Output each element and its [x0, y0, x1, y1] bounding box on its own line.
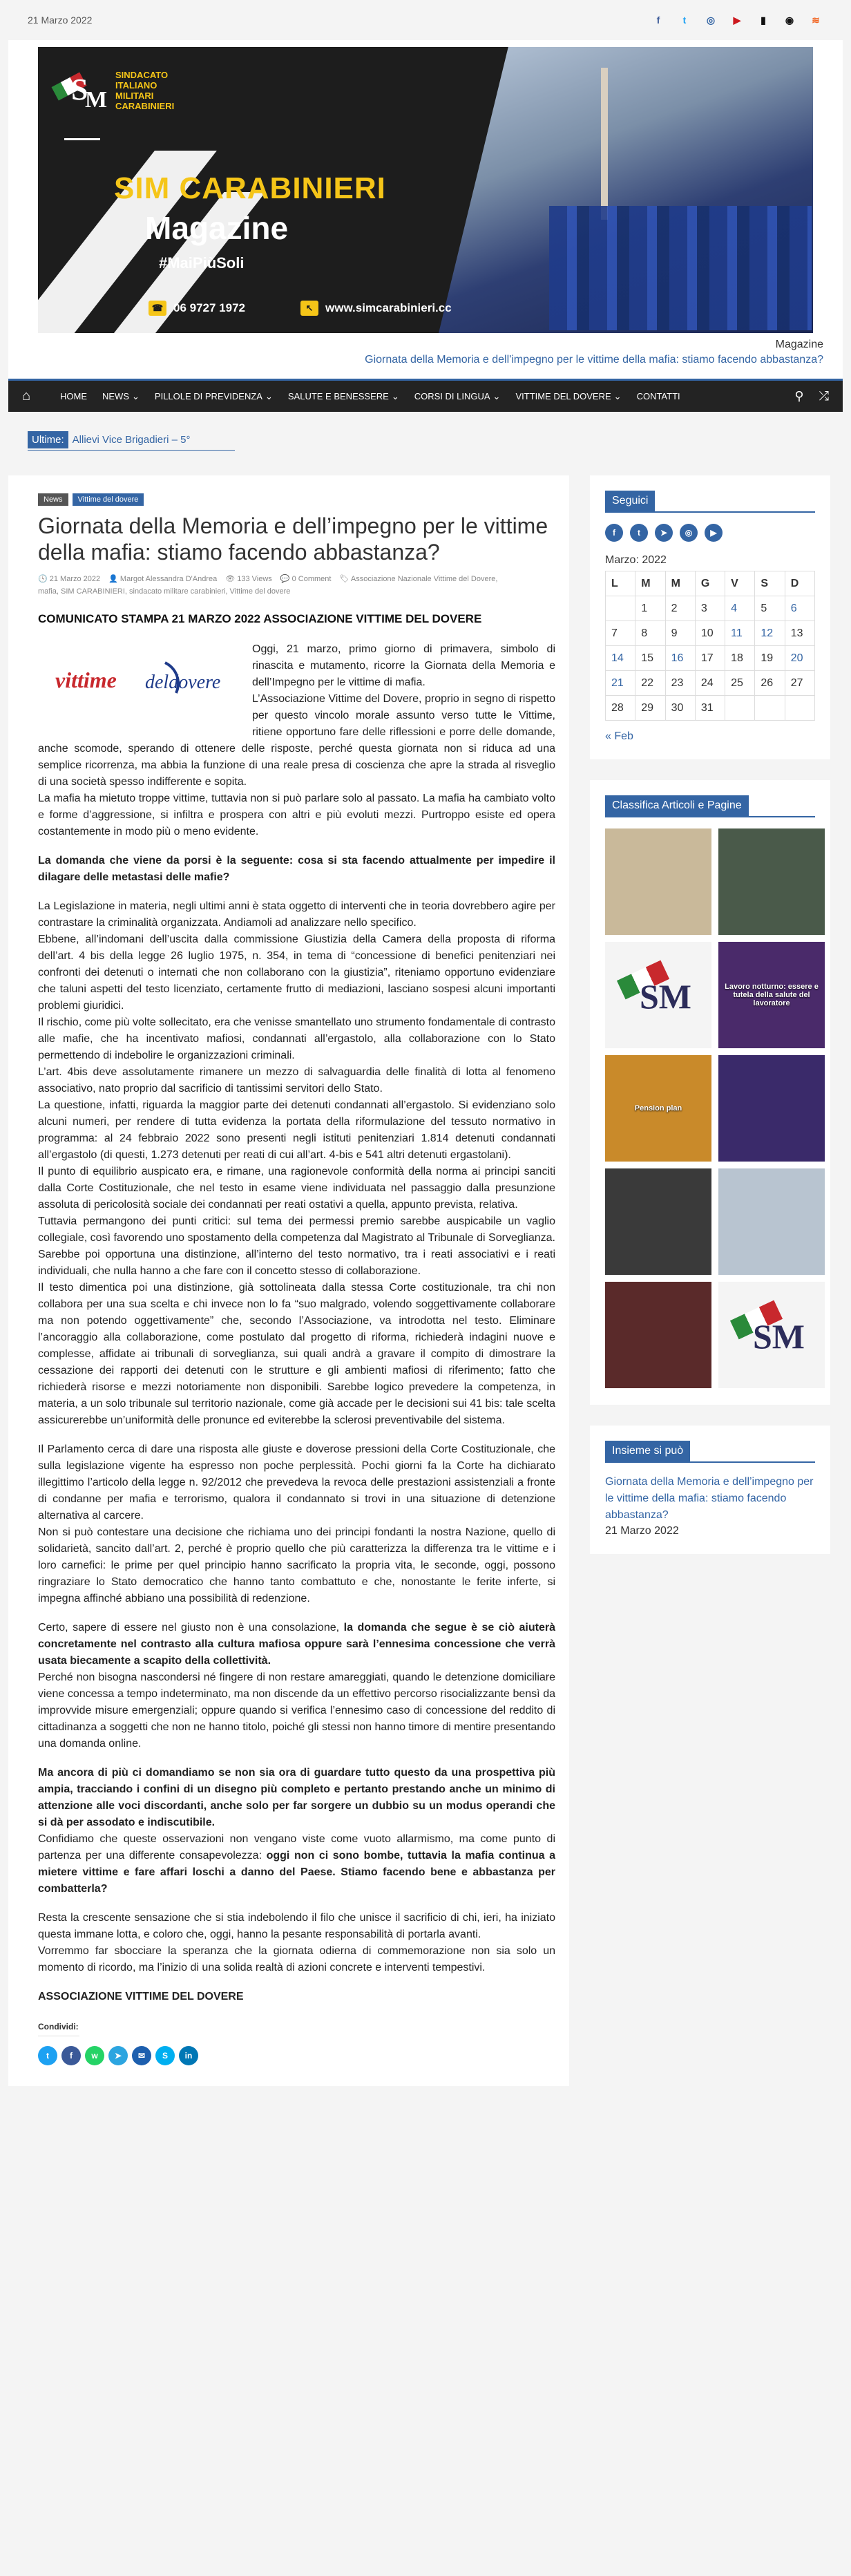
top-date: 21 Marzo 2022 [28, 15, 93, 26]
banner-logo [53, 64, 174, 117]
article-paragraph: Il rischio, come più volte sollecitato, era che venisse smantellato uno strumento fondamentale di contrasto alle mafie, che ha incentivato mafiosi, condannati all’ergastolo, alla collaborazione con lo Stato permettendo di indebolire le organizzazioni criminali. [38, 1016, 555, 1061]
nav-item-label: CONTATTI [636, 391, 680, 401]
calendar-day [606, 596, 635, 621]
article-paragraph: Il testo dimentica poi una distinzione, già sottolineata dalla stessa Corte costituzionale, tra chi non collabora per una sua scelta e chi invece non lo fa “suo malgrado, volendo soggettivamente collaborare ma non potendo oggettivamente” che, secondo l’Associazione, va introdotta nel testo. Eliminare l’ancoraggio alla collaborazione, come postulato dal progetto di riforma, richiederà indagini nuove e complesse, affidate ai tribunali di sorveglianza, sui quali andrà a gravare il compito di dimostrare la cessazione dei rapporti dei detenuti con le strutture e gli ambienti mafiosi di riferimento; fatto che richiederà risorse e mezzi notoriamente non disponibili. Sarebbe logico prevedere la competenza, in materia, a un solo tribunale sul territorio nazionale, come già accade per le decisioni sui 41 bis: tale scelta assicurerebbe un’uniformità delle pronunce ed eviterebbe la sclerosi preventivabile del sistema. [38, 1282, 555, 1426]
instagram-icon[interactable]: ◎ [680, 524, 698, 542]
category-tag[interactable]: Vittime del dovere [73, 493, 144, 506]
widget-title-seguici: Seguici [605, 491, 655, 511]
sim-logo-icon: S M [53, 64, 108, 117]
site-description: Giornata della Memoria e dell'impegno per le vittime della mafia: stiamo facendo abbastanza? [365, 354, 823, 366]
thumbnail-caption: Lavoro notturno: essere e tutela della salute del lavoratore [725, 983, 819, 1007]
calendar-day[interactable]: 14 [606, 646, 635, 671]
top-post-thumbnail[interactable] [605, 1168, 711, 1275]
article-paragraph: La mafia ha mietuto troppe vittime, tuttavia non si può parlare solo al passato. La mafia ha cambiato volto e forme d’aggressione, si infiltra e prospera con altri e più evoluti mezzi. Purtroppo esiste ed opera costantemente in modo più o meno evidente. [38, 793, 555, 837]
calendar-day[interactable]: 16 [665, 646, 695, 671]
insieme-post-link[interactable]: Giornata della Memoria e dell’impegno per le vittime della mafia: stiamo facendo abbastanza? [605, 1476, 814, 1521]
banner-photo [439, 47, 813, 333]
top-post-thumbnail[interactable]: SM [718, 1282, 825, 1388]
chevron-down-icon: ⌄ [265, 390, 273, 401]
paragraph-confidiamo: Confidiamo che queste osservazioni non vengano viste come vuoto allarmismo, ma come punto di partenza per una differente consapevolezza: oggi non ci sono bombe, tuttavia la mafia continua a mietere vittime e fare affari loschi a danno del Paese. Stiamo facendo bene e abbastanza per combatterla? [38, 1833, 555, 1895]
calendar-day[interactable]: 6 [785, 596, 814, 621]
twitter-icon[interactable]: t [630, 524, 648, 542]
banner-website: ↖ www.simcarabinieri.cc [300, 301, 452, 316]
sidebar [590, 475, 830, 2086]
rss-icon[interactable]: ≋ [812, 14, 820, 26]
article-paragraph: Il punto di equilibrio auspicato era, e rimane, una ragionevole conformità della norma ai principi sanciti dalla Corte Costituzionale, che nel testo in esame viene individuata nel passaggio dalla presunzione assoluta di pericolosità sociale dei condannati per reati ostativi a quella, appunto prevista, relativa. [38, 1166, 555, 1211]
thumbnail-caption: Pension plan [634, 1104, 682, 1112]
meta-views: 👁 133 Views [225, 575, 272, 583]
article-body [38, 641, 555, 2005]
bold-question: La domanda che viene da porsi è la seguente: cosa si sta facendo attualmente per impedire il dilagare delle metastasi delle mafie? [38, 855, 555, 883]
widget-seguici [590, 475, 830, 759]
article-paragraph: Non si può contestare una decisione che richiama uno dei principi fondanti la nostra Nazione, quello di solidarietà, sancito dall’art. 2, perché è proprio quello che più caratterizza la differenza tra le vittime e i loro carnefici: le prime per quel principio hanno sacrificato la propria vita, le seconde, oggi, possono ringraziare lo Stato democratico che hanno tanto combattuto e che, nonostante le ferite inferte, si impegna affinché abbiano una possibilità di redenzione. [38, 1526, 555, 1604]
nav-item-label: CORSI DI LINGUA [414, 391, 490, 401]
nav-item-label: SALUTE E BENESSERE [287, 391, 389, 401]
top-post-thumbnail[interactable] [605, 1282, 711, 1388]
vittime-del-dovere-logo: vittime deldovere [38, 645, 238, 728]
share-label: Condividi: [38, 2022, 79, 2036]
breaking-news-link[interactable]: Allievi Vice Brigadieri – 5° [72, 434, 191, 446]
category-tag[interactable]: News [38, 493, 68, 506]
nav-item-corsi-di-lingua[interactable] [407, 391, 508, 402]
main-nav [8, 381, 843, 412]
calendar-day: 3 [695, 596, 725, 621]
top-social-links [651, 12, 823, 28]
top-bar [0, 0, 851, 40]
calendar-weekday: V [725, 571, 755, 596]
youtube-icon[interactable]: ▶ [705, 524, 723, 542]
calendar-day[interactable]: 11 [725, 621, 755, 646]
calendar-day: 15 [635, 646, 665, 671]
cursor-icon: ↖ [300, 301, 318, 316]
header-banner[interactable] [38, 47, 813, 333]
twitter-share-icon[interactable]: t [38, 2046, 57, 2065]
calendar-weekday: M [665, 571, 695, 596]
calendar-day: 23 [665, 671, 695, 696]
share-buttons [38, 2046, 555, 2065]
chevron-down-icon: ⌄ [613, 390, 622, 401]
search-icon[interactable]: ⚲ [794, 389, 804, 403]
calendar-day[interactable]: 20 [785, 646, 814, 671]
instagram-icon[interactable]: ◎ [706, 14, 716, 26]
calendar-day: 29 [635, 696, 665, 721]
banner-phone: ☎ 06 9727 1972 [149, 301, 245, 316]
facebook-icon[interactable]: f [656, 15, 660, 26]
calendar-weekday: M [635, 571, 665, 596]
calendar-day: 26 [755, 671, 785, 696]
home-icon[interactable]: ⌂ [22, 388, 31, 404]
calendar-day [725, 696, 755, 721]
nav-item-salute-e-benessere[interactable] [280, 391, 407, 402]
top-post-thumbnail[interactable] [718, 1168, 825, 1275]
top-post-thumbnail[interactable] [605, 828, 711, 935]
insieme-post-date: 21 Marzo 2022 [605, 1525, 679, 1537]
calendar-day: 10 [695, 621, 725, 646]
meta-tags-continued[interactable]: mafia, SIM CARABINIERI, sindacato militare carabinieri, Vittime del dovere [38, 587, 291, 596]
article-paragraph: L’Associazione Vittime del Dovere, proprio in segno di rispetto per questo vincolo morale assunto verso tutte le Vittime, ritiene opportuno fare delle riflessioni e porre delle domande, anche scomode, sperando di ottenere delle risposte, perché questa giornata non si riduca ad una semplice ricorrenza, ma abbia la funzione di una reale presa di coscienza che apre la strada al risveglio di una società spesso indifferente e sopita. [38, 693, 555, 788]
article [8, 475, 569, 2086]
nav-item-home[interactable] [52, 391, 95, 402]
twitter-icon[interactable]: t [682, 15, 687, 26]
article-paragraph: L’art. 4bis deve assolutamente rimanere un mezzo di salvaguardia delle finalità di lotta al fenomeno associativo, nato proprio dal sacrificio di tantissimi servitori dello Stato. [38, 1066, 555, 1095]
meta-comments[interactable]: 💬 0 Comment [280, 575, 332, 583]
calendar-day: 22 [635, 671, 665, 696]
calendar-day: 27 [785, 671, 814, 696]
email-share-icon[interactable]: ✉ [132, 2046, 151, 2065]
calendar-day: 5 [755, 596, 785, 621]
calendar-prev-link[interactable]: « Feb [605, 730, 633, 742]
podcast-icon[interactable]: ◉ [785, 14, 794, 26]
banner-hashtag: #MaiPiùSoli [159, 254, 245, 272]
banner-subtitle: Magazine [145, 210, 289, 246]
breaking-news [28, 431, 235, 451]
nav-item-label: VITTIME DEL DOVERE [515, 391, 611, 401]
nav-item-contatti[interactable] [629, 391, 688, 402]
article-paragraph: Oggi, 21 marzo, primo giorno di primavera, simbolo di rinascita e mutamento, ricorre la Giornata della Memoria e dell’Impegno per le vittime di mafia. [252, 643, 555, 688]
paragraph-certo: Certo, sapere di essere nel giusto non è una consolazione, la domanda che segue è se ciò aiuterà concretamente nel contrasto alla cultura mafiosa oppure sarà l’ennesima concessione che verrà usata biecamente a scapito della collettività. [38, 1622, 556, 1667]
article-paragraph: La questione, infatti, riguarda la maggior parte dei detenuti condannati all’ergastolo. Si evidenziano solo alcuni numeri, per rendere di tutta evidenza la portata della riformulazione del tessuto normativo in programma: al 24 febbraio 2022 sono presenti negli istituti penitenziari 1.814 detenuti condannati all’ergastolo (di questi, 1.273 detenuti per reati di cui all’art. 4-bis e 541 altri detenuti ergastolani). [38, 1099, 555, 1161]
site-name[interactable]: Magazine [775, 339, 823, 350]
widget-title-classifica: Classifica Articoli e Pagine [605, 795, 749, 816]
calendar-day: 18 [725, 646, 755, 671]
skype-share-icon[interactable]: S [155, 2046, 175, 2065]
top-post-thumbnail[interactable] [718, 1055, 825, 1162]
calendar-day [785, 696, 814, 721]
calendar-day: 30 [665, 696, 695, 721]
article-title: Giornata della Memoria e dell’impegno per le vittime della mafia: stiamo facendo abbastanza? [38, 513, 548, 565]
site-header [8, 40, 843, 381]
logo-text-line: SINDACATO [115, 70, 169, 80]
calendar-day[interactable]: 4 [725, 596, 755, 621]
calendar-day: 28 [606, 696, 635, 721]
breaking-news-label: Ultime: [28, 431, 68, 448]
calendar-day: 2 [665, 596, 695, 621]
calendar-day [755, 696, 785, 721]
telegram-icon[interactable]: ➤ [655, 524, 673, 542]
calendar-weekday: L [606, 571, 635, 596]
paragraph-vorremmo: Vorremmo far sbocciare la speranza che la giornata odierna di commemorazione non sia solo un momento di ricordo, ma l’inizio di una solida realtà di azioni concrete e interventi tempestivi. [38, 1945, 555, 1973]
calendar-day: 19 [755, 646, 785, 671]
chevron-down-icon: ⌄ [493, 390, 501, 401]
random-post-icon[interactable]: ⤮ [819, 389, 829, 403]
calendar-day: 31 [695, 696, 725, 721]
widget-insieme [590, 1426, 830, 1554]
meta-tags[interactable]: 🏷 Associazione Nazionale Vittime del Dovere, [339, 575, 498, 583]
nav-item-label: NEWS [102, 391, 129, 401]
article-paragraph: Tuttavia permangono dei punti critici: sul tema dei permessi premio sarebbe auspicabile un vaglio collegiale, così favorendo uno spostamento della competenza dal Magistrato al Tribunale di Sorveglianza. Sarebbe poi opportuna una distinzione, all’interno del testo normativo, tra i reati associativi e i reati individuali, che nulla hanno a che fare con il concetto stesso di collaborazione. [38, 1215, 555, 1277]
nav-item-label: HOME [60, 391, 87, 401]
calendar-caption: Marzo: 2022 [605, 554, 667, 566]
nav-item-news[interactable] [95, 391, 147, 402]
calendar-weekday: D [785, 571, 814, 596]
calendar-day: 9 [665, 621, 695, 646]
top-post-thumbnail[interactable]: SM [605, 942, 711, 1048]
whatsapp-share-icon[interactable]: w [85, 2046, 104, 2065]
banner-title: SIM CARABINIERI [114, 171, 386, 205]
meta-date[interactable]: 🕓 21 Marzo 2022 [38, 575, 101, 583]
article-paragraph: Ebbene, all’indomani dell’uscita dalla commissione Giustizia della Camera della proposta di riforma dell’art. 4 bis della legge 26 luglio 1975, n. 354, in tema di “concessione di benefici penitenziari nei confronti dei detenuti o internati che non collaborano con la giustizia”, riteniamo opportuno evidenziare che taluni aspetti del testo licenziato, certamente frutto di mediazioni, lasciano sospesi alcuni importanti problemi giuridici. [38, 934, 555, 1012]
chevron-down-icon: ⌄ [132, 390, 140, 401]
article-paragraph: Il Parlamento cerca di dare una risposta alle giuste e doverose pressioni della Corte Costituzionale, che sulla legislazione vigente ha espresso non poche perplessità. Pochi giorni fa la Corte ha dichiarato illegittimo l’articolo della legge n. 92/2012 che prevedeva la revoca delle prestazioni assistenziali a fronte di condanne per mafia e terrorismo, qualora il condannato si trovi in una situazione di detenzione alternativa al carcere. [38, 1443, 555, 1522]
top-posts-grid [605, 828, 819, 1388]
meta-author[interactable]: 👤 Margot Alessandra D'Andrea [108, 575, 218, 583]
seguici-social-icons [605, 524, 815, 542]
calendar-weekday: G [695, 571, 725, 596]
calendar-day[interactable]: 12 [755, 621, 785, 646]
calendar-day: 13 [785, 621, 814, 646]
calendar-day: 24 [695, 671, 725, 696]
top-post-thumbnail[interactable] [718, 942, 825, 1048]
calendar-day[interactable]: 21 [606, 671, 635, 696]
article-paragraph: La Legislazione in materia, negli ultimi anni è stata oggetto di interventi che in teoria dovrebbero agire per contrastare la criminalità organizzata. Andiamoli ad analizzare nello specifico. [38, 900, 555, 929]
nav-item-label: PILLOLE DI PREVIDENZA [154, 391, 262, 401]
facebook-share-icon[interactable]: f [61, 2046, 81, 2065]
calendar-weekday: S [755, 571, 785, 596]
logo-text-line: MILITARI [115, 91, 154, 101]
chevron-down-icon: ⌄ [391, 390, 399, 401]
calendar-day: 7 [606, 621, 635, 646]
youtube-icon[interactable]: ▶ [733, 14, 741, 26]
logo-text [115, 70, 174, 111]
book-icon[interactable]: ▮ [761, 14, 766, 26]
article-meta [38, 572, 555, 586]
content-area [8, 475, 843, 2086]
category-tags [38, 493, 555, 506]
telegram-share-icon[interactable]: ➤ [108, 2046, 128, 2065]
top-post-thumbnail[interactable] [605, 1055, 711, 1162]
press-release-heading: COMUNICATO STAMPA 21 MARZO 2022 ASSOCIAZIONE VITTIME DEL DOVERE [38, 612, 482, 625]
linkedin-share-icon[interactable]: in [179, 2046, 198, 2065]
calendar-day: 25 [725, 671, 755, 696]
calendar-day: 1 [635, 596, 665, 621]
nav-item-vittime-del-dovere[interactable] [508, 391, 629, 402]
calendar-day: 8 [635, 621, 665, 646]
logo-text-line: ITALIANO [115, 80, 157, 91]
logo-text-line: CARABINIERI [115, 101, 175, 111]
facebook-icon[interactable]: f [605, 524, 623, 542]
paragraph-resta: Resta la crescente sensazione che si stia indebolendo il filo che unisce il sacrificio di chi, ieri, ha iniziato questa immane lotta, e coloro che, oggi, hanno la pesante responsabilità di portarla avanti. [38, 1912, 555, 1940]
phone-icon: ☎ [149, 301, 166, 316]
calendar-day: 17 [695, 646, 725, 671]
widget-classifica [590, 780, 830, 1405]
paragraph-ma-ancora: Ma ancora di più ci domandiamo se non sia ora di guardare tutto questo da una prospettiva più ampia, tracciando i confini di un disegno più completo e pertanto prestando anche un minimo di attenzione alle voci discordanti, anche solo per far sorgere un dubbio su un modus operandi che si dà per assodato e indiscutibile. [38, 1767, 555, 1828]
nav-item-pillole-di-previdenza[interactable] [147, 391, 280, 402]
calendar [605, 571, 815, 721]
signature: ASSOCIAZIONE VITTIME DEL DOVERE [38, 1991, 244, 2002]
widget-title-insieme: Insieme si può [605, 1441, 690, 1461]
paragraph-perche: Perché non bisogna nascondersi né fingere di non restare amareggiati, quando le detenzione domiciliare viene concessa a tempo indeterminato, ma non discende da un effettivo percorso risocializzante bensì da improvvide misure emergenziali; oppure quando si verifica l’ennesimo caso di concessione del reddito di cittadinanza a soggetti che non ne hanno titolo, poiché gli stessi non hanno timore di mentire presentando una domanda online. [38, 1671, 555, 1750]
top-post-thumbnail[interactable] [718, 828, 825, 935]
